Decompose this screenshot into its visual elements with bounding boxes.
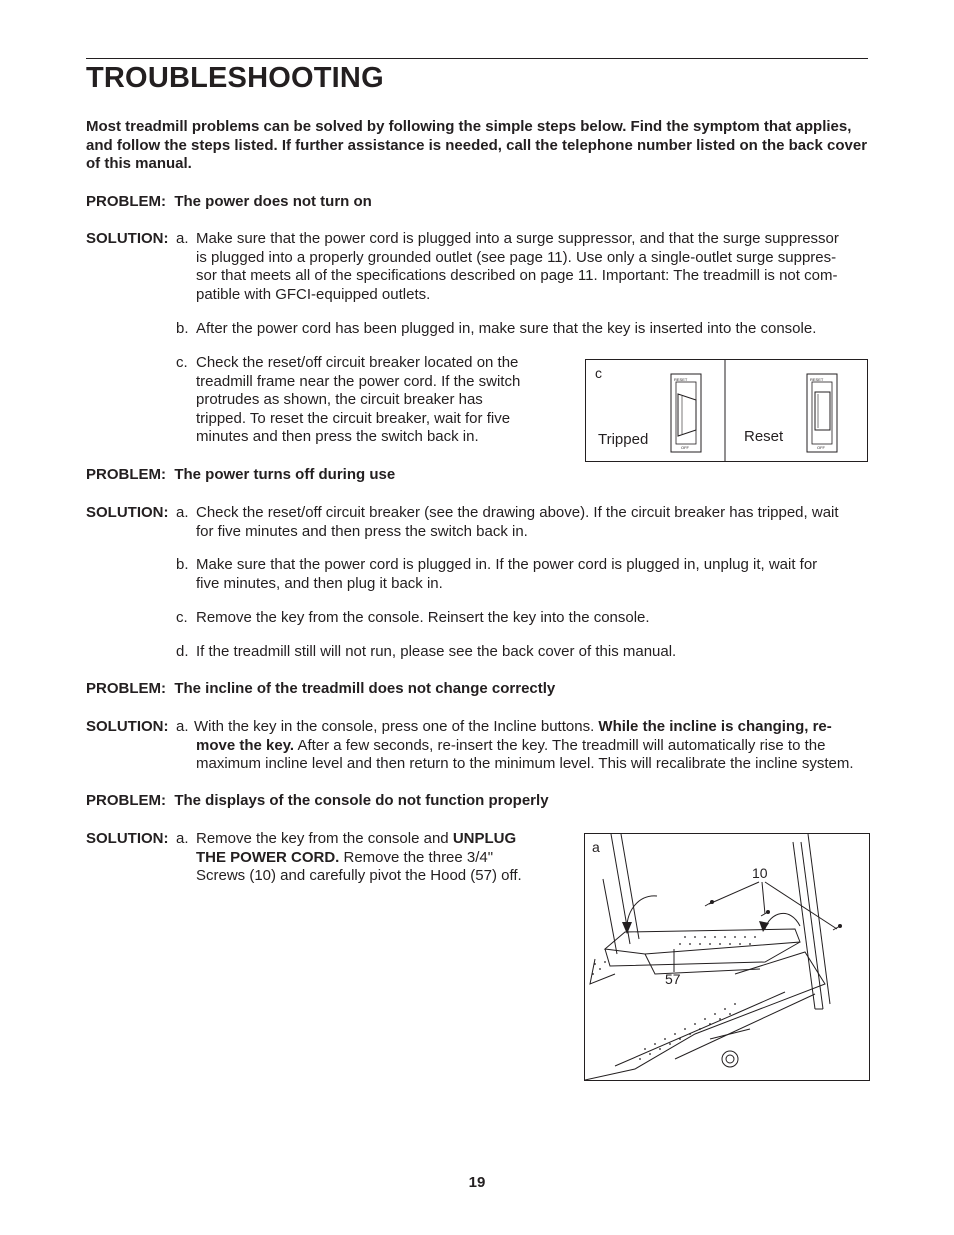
step-line: tripped. To reset the circuit breaker, wait for five xyxy=(196,409,511,427)
step-line: five minutes, and then plug it back in. xyxy=(196,574,443,592)
step-letter: d. xyxy=(176,643,189,660)
step-line: patible with GFCI-equipped outlets. xyxy=(196,285,431,303)
hood-removal-figure xyxy=(584,833,870,1081)
step-line: With the key in the console, press one of the Incline buttons. While the incline is changing, re- xyxy=(194,718,832,735)
step-line: sor that meets all of the specifications described on page 11. Important: The treadmill is not com- xyxy=(196,267,838,285)
problem-1: PROBLEM: The power does not turn on xyxy=(86,193,372,210)
step-letter: b. xyxy=(176,320,189,337)
circuit-breaker-figure xyxy=(585,359,868,462)
step-line: THE POWER CORD. Remove the three 3/4" xyxy=(196,848,494,866)
step-letter: a. xyxy=(176,504,189,521)
switch-mark: OFF xyxy=(681,445,689,450)
problem-4: PROBLEM: The displays of the console do not function properly xyxy=(86,792,549,809)
solution-label-1: SOLUTION: xyxy=(86,230,169,247)
step-line: Remove the key from the console. Reinsert the key into the console. xyxy=(196,609,650,626)
step-line: treadmill frame near the power cord. If the switch xyxy=(196,372,521,390)
step-letter: c. xyxy=(176,609,188,626)
step-line: Remove the key from the console and UNPLUG xyxy=(196,830,517,847)
callout-screw-10: 10 xyxy=(752,865,768,881)
step-line: Check the reset/off circuit breaker (see the drawing above). If the circuit breaker has tripped, wait xyxy=(196,504,839,521)
step-letter: c. xyxy=(176,354,188,371)
figure-letter: a xyxy=(592,839,600,855)
tripped-switch-icon xyxy=(671,374,701,452)
problem-3: PROBLEM: The incline of the treadmill does not change correctly xyxy=(86,680,556,697)
page-title: TROUBLESHOOTING xyxy=(86,62,384,94)
problem-2: PROBLEM: The power turns off during use xyxy=(86,466,396,483)
solution-label-2: SOLUTION: xyxy=(86,504,169,521)
step-letter: a. xyxy=(176,830,189,847)
switch-mark: OFF xyxy=(817,445,825,450)
step-line: After the power cord has been plugged in, make sure that the key is inserted into the console. xyxy=(196,320,817,337)
page-number: 19 xyxy=(468,1174,486,1191)
solution-label-4: SOLUTION: xyxy=(86,830,169,847)
step-line: Check the reset/off circuit breaker located on the xyxy=(196,354,519,371)
switch-mark: RESET xyxy=(674,377,688,382)
step-line: Make sure that the power cord is plugged into a surge suppressor, and that the surge suppressor xyxy=(196,230,839,247)
solution-label-3: SOLUTION: xyxy=(86,718,169,735)
step-letter: a. xyxy=(176,230,189,247)
step-line: If the treadmill still will not run, please see the back cover of this manual. xyxy=(196,643,677,660)
intro-paragraph: Most treadmill problems can be solved by following the simple steps below. Find the symptom that applies, and follow the steps listed. If further assistance is needed, call the telephone number listed on the back cover of this manual. xyxy=(86,118,868,173)
step-line: maximum incline level and then return to the minimum level. This will recalibrate the incline system. xyxy=(196,755,854,773)
callout-hood-57: 57 xyxy=(665,971,681,987)
step-line: for five minutes and then press the switch back in. xyxy=(196,522,528,540)
step-line: Screws (10) and carefully pivot the Hood (57) off. xyxy=(196,867,522,885)
header-rule xyxy=(86,58,868,59)
step-line: move the key. After a few seconds, re-insert the key. The treadmill will automatically rise to the xyxy=(196,736,826,754)
hood-removal-drawing xyxy=(585,834,869,1080)
step-line: is plugged into a properly grounded outlet (see page 11). Use only a single-outlet surge suppres- xyxy=(196,248,837,266)
step-letter: b. xyxy=(176,556,189,573)
step-letter: a. xyxy=(176,718,189,735)
reset-label: Reset xyxy=(744,428,784,445)
figure-letter: c xyxy=(595,365,602,381)
step-line: minutes and then press the switch back in. xyxy=(196,428,479,446)
switch-mark: RESET xyxy=(810,377,824,382)
reset-switch-icon xyxy=(807,374,837,452)
tripped-label: Tripped xyxy=(598,431,649,448)
step-line: protrudes as shown, the circuit breaker has xyxy=(196,391,483,409)
step-line: Make sure that the power cord is plugged in. If the power cord is plugged in, unplug it, wait for xyxy=(196,556,818,573)
